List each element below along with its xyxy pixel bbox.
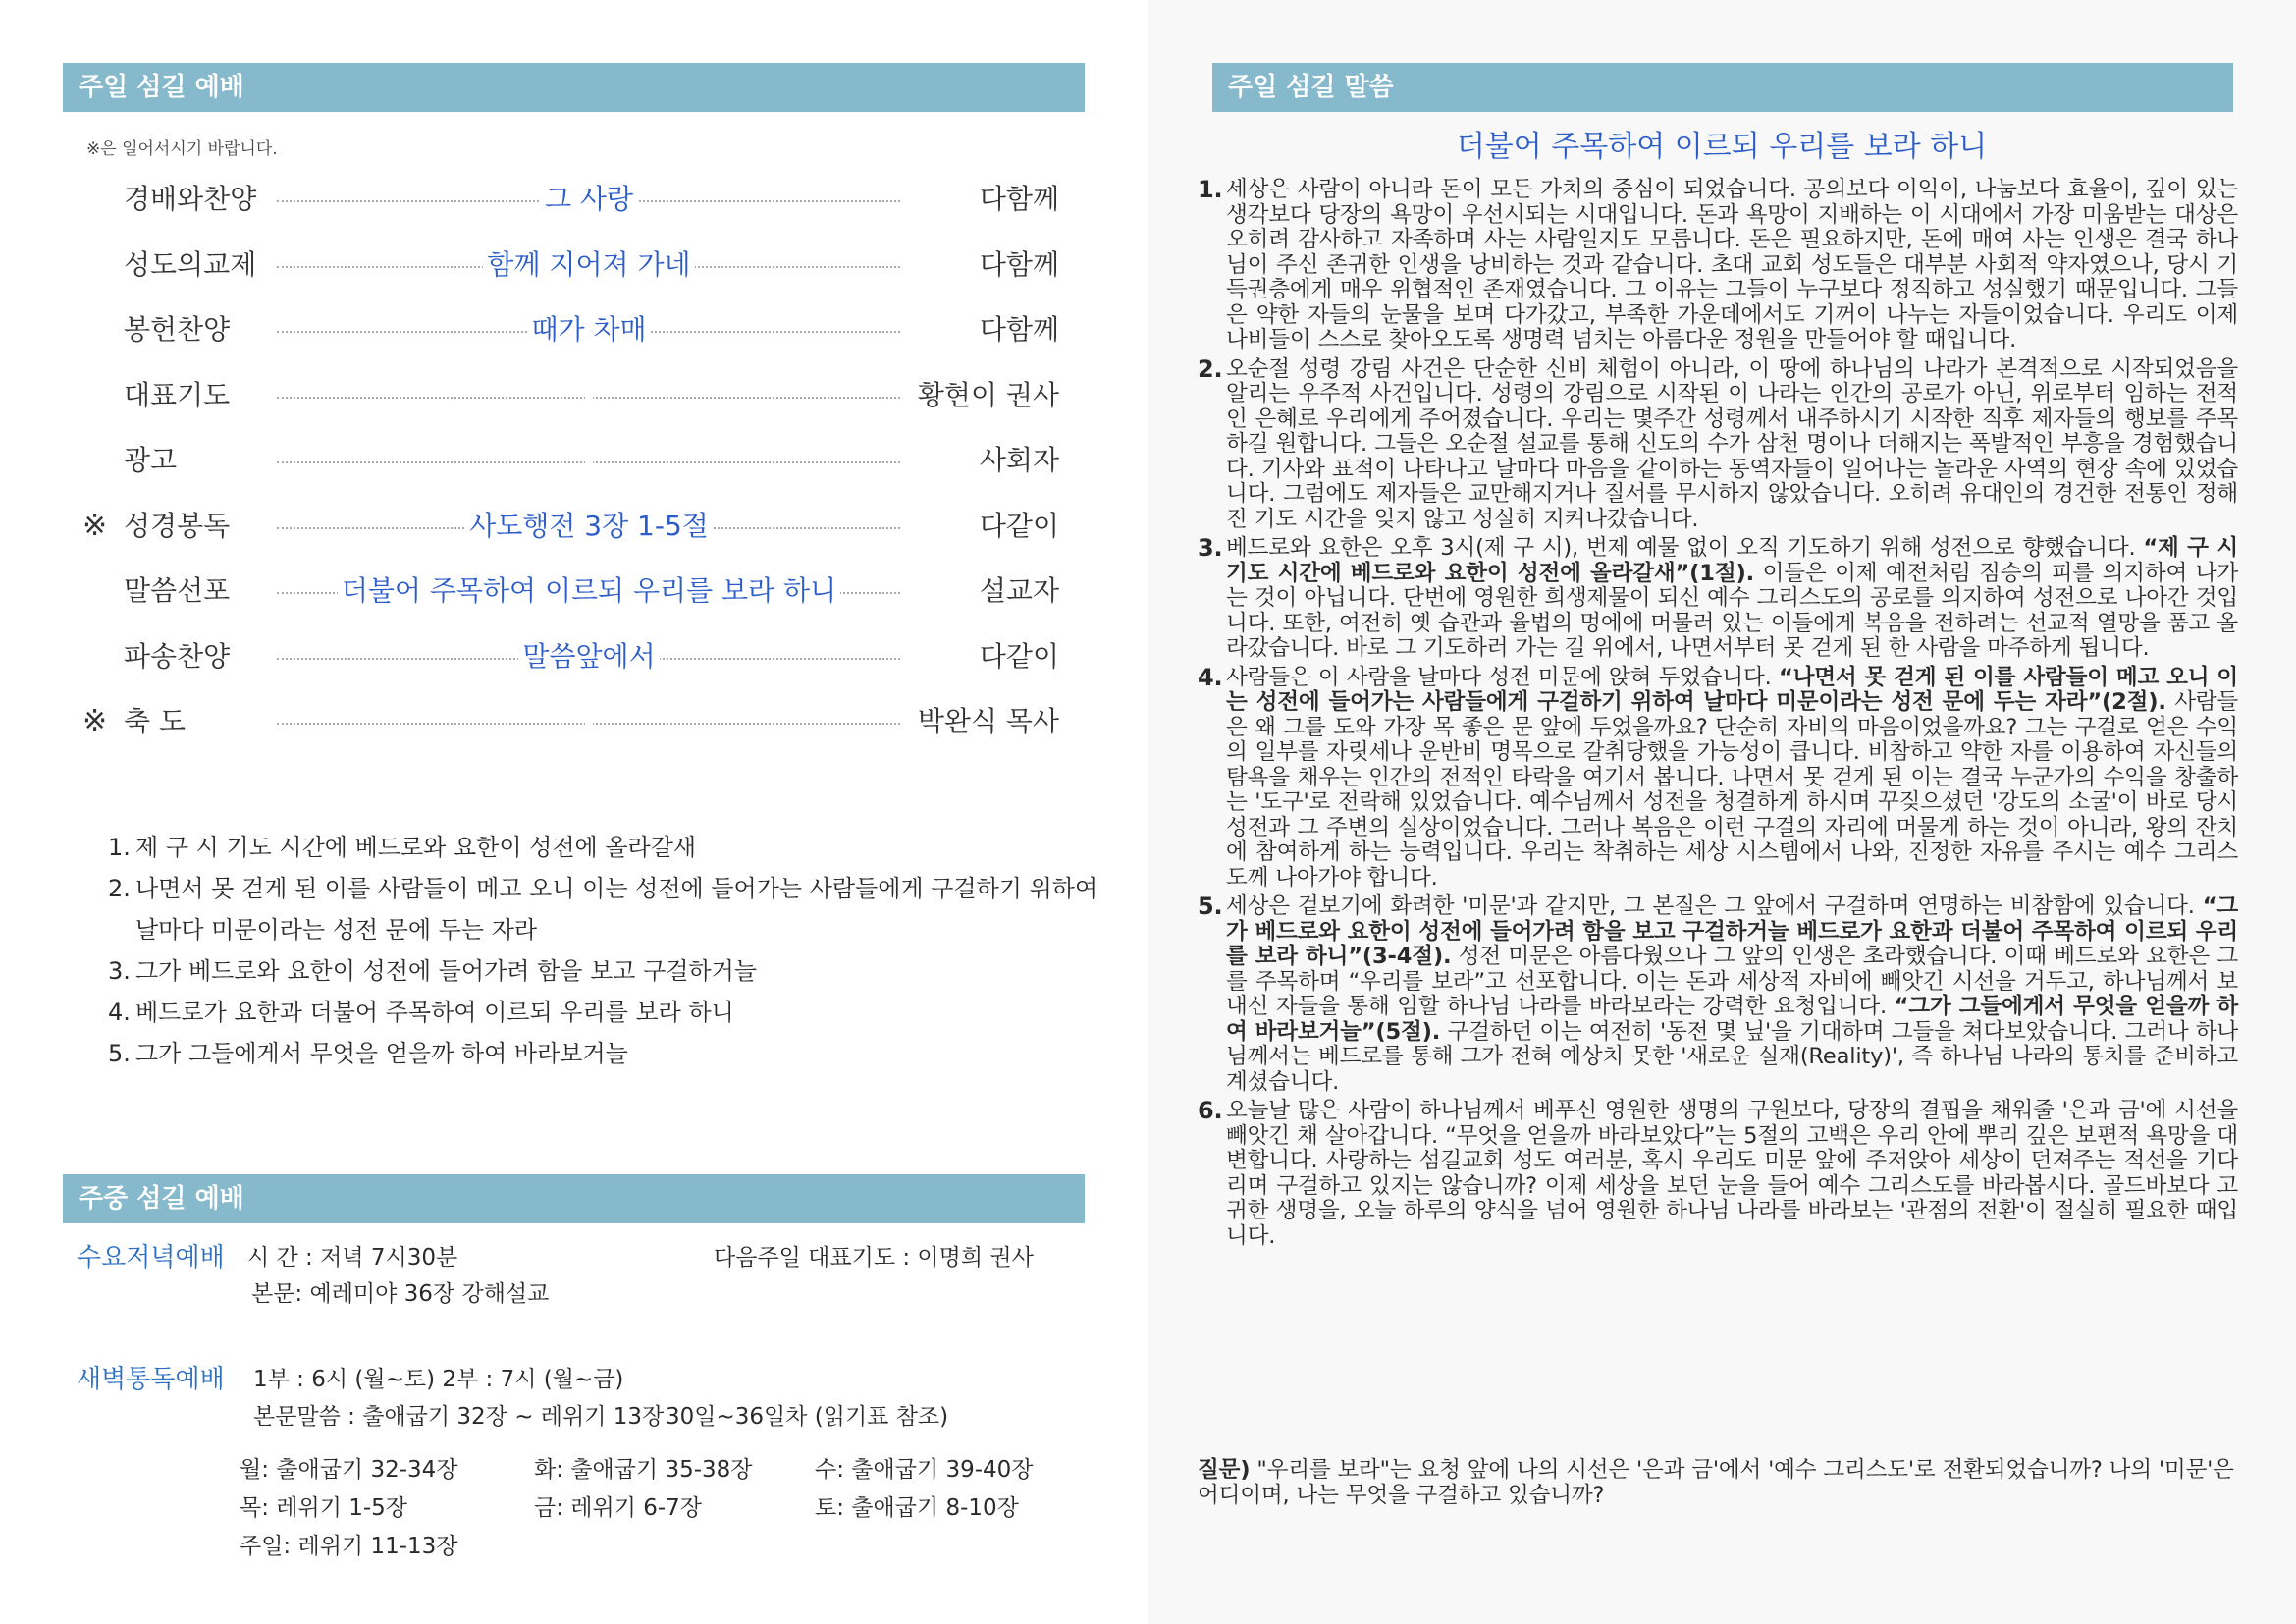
scripture-quote: “그가 베드로와 요한이 성전에 들어가려 함을 보고 구걸하거늘 베드로가 요한과 더불어 주목하여 이르되 우리를 보라 하니”(3-4절). [1226,893,2238,969]
verse-number: 1. [108,834,131,861]
scripture-verse [108,992,1117,1033]
order-item-title: 더불어 주목하여 이르되 우리를 보라 하니 [338,574,840,607]
scripture-verse [108,1033,1117,1074]
point-number: 6. [1198,1097,1223,1124]
sermon-point [1198,178,2238,353]
order-item-title: 사도행전 3장 1-5절 [465,510,713,542]
sunday-worship-header: 주일 섬길 예배 [63,63,1085,112]
order-item-title: 말씀앞에서 [518,640,659,673]
dawn-service-time: 1부 : 6시 (월~토) 2부 : 7시 (월~금) [253,1367,624,1392]
order-item-leader: 박완식 목사 [917,705,1059,737]
daily-reading: 목: 레위기 1-5장 [240,1495,408,1521]
order-item-leader: 설교자 [979,574,1059,607]
order-item-label: 파송찬양 [124,639,231,673]
order-row [0,507,1148,546]
order-item-title [585,444,593,476]
verse-number: 2. [108,875,131,902]
scripture-verse [108,827,1117,868]
verse-number: 5. [108,1040,131,1067]
point-text: 구걸하던 이는 여전히 '동전 몇 닢'을 기대하며 그들을 쳐다보았습니다. 그러나 하나님께서는 베드로를 통해 그가 전혀 예상치 못한 '새로운 실재(Reality)', 즉 하나님 나라의 통치를 준비하고 계셨습니다. [1226,1018,2239,1095]
order-row [0,441,1148,480]
order-item-leader: 다같이 [979,509,1059,542]
order-row [0,702,1148,741]
order-row [0,310,1148,350]
point-text: 세상은 사람이 아니라 돈이 모든 가치의 중심이 되었습니다. 공의보다 이익이, 나눔보다 효율이, 깊이 있는 생각보다 당장의 욕망이 우선시되는 시대입니다. 돈과 욕망이 지배하는 이 시대에서 가장 미움받는 대상은 오히려 감사하고 자족하며 사는 사람일지도 모릅니다. 돈은 필요하지만, 돈에 매여 사는 인생은 결국 하나님이 주신 존귀한 인생을 낭비하는 것과 같습니다. 초대 교회 성도들은 대부분 사회적 약자였으나, 당시 기득권층에게 매우 위협적인 존재였습니다. 그 이유는 그들이 누구보다 정직하고 성실했기 때문입니다. 그들은 약한 자들의 눈물을 보며 다가갔고, 부족한 가운데에서도 기꺼이 나누는 자들이었습니다. 우리도 이제 나비들이 스스로 찾아오도록 생명력 넘치는 아름다운 정원을 만들어야 할 때입니다. [1226,177,2238,352]
weekday-worship-header: 주중 섬길 예배 [63,1174,1085,1223]
order-item-label: 말씀선포 [124,574,231,607]
order-item-leader: 황현이 권사 [917,378,1059,411]
order-item-title: 때가 차매 [527,313,650,346]
scripture-quote: “그가 그들에게서 무엇을 얻을까 하여 바라보거늘”(5절). [1226,994,2238,1045]
daily-reading: 월: 출애굽기 32-34장 [240,1457,458,1483]
order-item-leader: 다함께 [979,183,1059,215]
wednesday-time: 시 간 : 저녁 7시30분 [247,1245,458,1271]
verse-number: 4. [108,999,131,1026]
order-item-label: 광고 [124,444,178,476]
order-item-leader: 다같이 [979,639,1059,673]
scripture-reading-list [108,827,1117,1074]
order-item-label: 대표기도 [124,378,231,411]
daily-reading: 금: 레위기 6-7장 [534,1495,703,1521]
order-item-leader: 다함께 [979,313,1059,346]
point-text: 사람들은 이 사람을 날마다 성전 미문에 앉혀 두었습니다. [1226,664,1779,690]
daily-reading: 토: 출애굽기 8-10장 [815,1495,1019,1521]
dawn-reading-days: 30일~36일차 (읽기표 참조) [666,1404,949,1430]
sermon-point [1198,354,2238,533]
sermon-points [1198,178,2238,1253]
scripture-quote: “나면서 못 걷게 된 이를 사람들이 메고 오니 이는 성전에 들어가는 사람들에게 구걸하기 위하여 날마다 미문이라는 성전 문에 두는 자라”(2절). [1226,664,2238,715]
order-item-title: 함께 지어져 가네 [483,248,694,281]
dawn-service-label: 새벽통독예배 [77,1365,225,1394]
point-number: 1. [1198,176,1223,203]
point-text: 이들은 이제 예전처럼 짐승의 피를 의지하여 나가는 것이 아닙니다. 단번에 영원한 희생제물이 되신 예수 그리스도의 공로를 의지하여 성전으로 나아간 것입니다. 또한, 여전히 옛 습관과 율법의 멍에에 머물러 있는 이들에게 복음을 전하려는 선교적 열망을 품고 올라갔습니다. 바로 그 기도하러 가는 길 위에서, 나면서부터 못 걷게 된 한 사람을 마주하게 됩니다. [1226,560,2238,661]
order-item-label: 봉헌찬양 [124,313,231,346]
verse-text: 베드로가 요한과 더불어 주목하여 이르되 우리를 보라 하니 [135,999,734,1026]
order-row [0,180,1148,219]
bulletin-right-page [1148,0,2296,1624]
order-item-title: 그 사랑 [541,183,637,215]
order-item-label: 축 도 [124,705,186,737]
sermon-point [1198,536,2238,662]
verse-text: 나면서 못 걷게 된 이를 사람들이 메고 오니 이는 성전에 들어가는 사람들에게 구걸하기 위하여 날마다 미문이라는 성전 문에 두는 자라 [135,875,1098,944]
daily-reading: 화: 출애굽기 35-38장 [534,1457,753,1483]
scripture-quote: “제 구 시 기도 시간에 베드로와 요한이 성전에 올라갈새”(1절). [1226,535,2238,586]
point-text: 베드로와 요한은 오후 3시(제 구 시), 번제 예물 없이 오직 기도하기 위해 성전으로 향했습니다. [1226,535,2144,561]
order-item-title [585,379,593,411]
daily-reading: 수: 출애굽기 39-40장 [815,1457,1034,1483]
point-text: 오늘날 많은 사람이 하나님께서 베푸신 영원한 생명의 구원보다, 당장의 결핍을 채워줄 '은과 금'에 시선을 빼앗긴 채 살아갑니다. “무엇을 얻을까 바라보았다”는 5절의 고백은 우리 안에 뿌리 깊은 보편적 욕망을 대변합니다. 사랑하는 섬길교회 성도 여러분, 혹시 우리도 미문 앞에 주저앉아 세상이 던져주는 적선을 기다리며 구걸하고 있지는 않습니까? 이제 세상을 보던 눈을 들어 예수 그리스도를 바라봅시다. 골드바보다 고귀한 생명을, 오늘 하루의 양식을 넘어 영원한 하나님 나라를 바라보는 '관점의 전환'이 절실히 필요한 때입니다. [1226,1098,2238,1249]
question-text: "우리를 보라"는 요청 앞에 나의 시선은 '은과 금'에서 '예수 그리스도'로 전환되었습니까? 나의 '미문'은 어디이며, 나는 무엇을 구걸하고 있습니까? [1198,1457,2234,1508]
dawn-reading-range: 본문말씀 : 출애굽기 32장 ~ 레위기 13장 [253,1404,665,1430]
order-row [0,245,1148,285]
sermon-header: 주일 섬길 말씀 [1212,63,2233,112]
scripture-verse [108,868,1117,950]
wednesday-service-label: 수요저녁예배 [77,1243,225,1272]
order-row [0,571,1148,611]
verse-text: 그가 베드로와 요한이 성전에 들어가려 함을 보고 구걸하거늘 [135,957,758,985]
point-text: 성전 미문은 아름다웠으나 그 앞의 인생은 초라했습니다. 이때 베드로와 요한은 그를 주목하며 “우리를 보라”고 선포합니다. 이는 돈과 세상적 자비에 빼앗긴 시선을 거두고, 하나님께서 보내신 자들을 통해 임할 하나님 나라를 바라보라는 강력한 요청입니다. [1226,944,2238,1019]
scripture-verse [108,950,1117,992]
order-row [0,376,1148,415]
sermon-point [1198,663,2239,892]
order-row [0,637,1148,677]
point-text: 세상은 겉보기에 화려한 '미문'과 같지만, 그 본질은 그 앞에서 구걸하며 연명하는 비참함에 있습니다. [1226,893,2203,919]
next-sunday-prayer: 다음주일 대표기도 : 이명희 권사 [714,1245,1034,1271]
daily-reading: 주일: 레위기 11-13장 [240,1534,458,1559]
point-number: 3. [1198,534,1223,562]
order-item-leader: 다함께 [979,247,1059,281]
sermon-point [1198,1099,2238,1249]
standing-mark: ※ [82,508,108,543]
sermon-title: 더불어 주목하여 이르되 우리를 보라 하니 [1456,130,1988,164]
point-number: 5. [1198,893,1223,920]
question-label: 질문) [1198,1457,1251,1483]
point-number: 4. [1198,663,1223,691]
point-number: 2. [1198,354,1223,383]
verse-text: 제 구 시 기도 시간에 베드로와 요한이 성전에 올라갈새 [135,834,697,861]
standing-note: ※은 일어서시기 바랍니다. [86,139,278,159]
wednesday-text: 본문: 예레미야 36장 강해설교 [251,1281,550,1307]
order-item-title [585,705,593,737]
point-text: 오순절 성령 강림 사건은 단순한 신비 체험이 아니라, 이 땅에 하나님의 나라가 본격적으로 시작되었음을 알리는 우주적 사건입니다. 성령의 강림으로 시작된 이 나라는 인간의 공로가 아닌, 위로부터 임하는 전적인 은혜로 우리에게 주어졌습니다. 우리는 몇주간 성령께서 내주하시기 시작한 직후 제자들의 행보를 주목하길 원합니다. 그들은 오순절 설교를 통해 신도의 수가 삼천 명이나 더해지는 폭발적인 부흥을 경험했습니다. 기사와 표적이 나타나고 날마다 마음을 같이하는 동역자들이 일어나는 놀라운 사역의 현장 속에 있었습니다. 그럼에도 제자들은 교만해지거나 질서를 무시하지 않았습니다. 오히려 유대인의 경건한 전통인 정해진 기도 시간을 잊지 않고 성실히 지켜나갔습니다. [1226,355,2238,532]
order-item-leader: 사회자 [979,444,1059,476]
reflection-question [1198,1458,2238,1508]
order-item-label: 경배와찬양 [124,183,257,215]
sermon-point [1198,894,2238,1095]
order-item-label: 성도의교제 [124,247,257,281]
verse-text: 그가 그들에게서 무엇을 얻을까 하여 바라보거늘 [135,1040,628,1067]
point-text: 사람들은 왜 그를 도와 가장 목 좋은 문 앞에 두었을까요? 단순히 자비의 마음이었을까요? 그는 구걸로 얻은 수익의 일부를 자릿세나 운반비 명목으로 갈취당했을 가능성이 큽니다. 비참하고 약한 자를 이용하여 자신들의 탐욕을 채우는 인간의 전적인 타락을 여기서 봅니다. 나면서 못 걷게 된 이는 결국 누군가의 수익을 창출하는 '도구'로 전락해 있었습니다. 예수님께서 성전을 청결하게 하시며 꾸짖으셨던 '강도의 소굴'이 바로 당시 성전과 그 주변의 실상이었습니다. 그러나 복음은 이런 구걸의 자리에 머물게 하는 것이 아니라, 왕의 잔치에 참여하게 하는 능력입니다. 우리는 착취하는 세상 시스템에서 나와, 진정한 자유를 주시는 예수 그리스도께 나아가야 합니다. [1226,689,2239,891]
standing-mark: ※ [82,704,108,738]
verse-number: 3. [108,957,131,985]
order-item-label: 성경봉독 [124,509,231,542]
